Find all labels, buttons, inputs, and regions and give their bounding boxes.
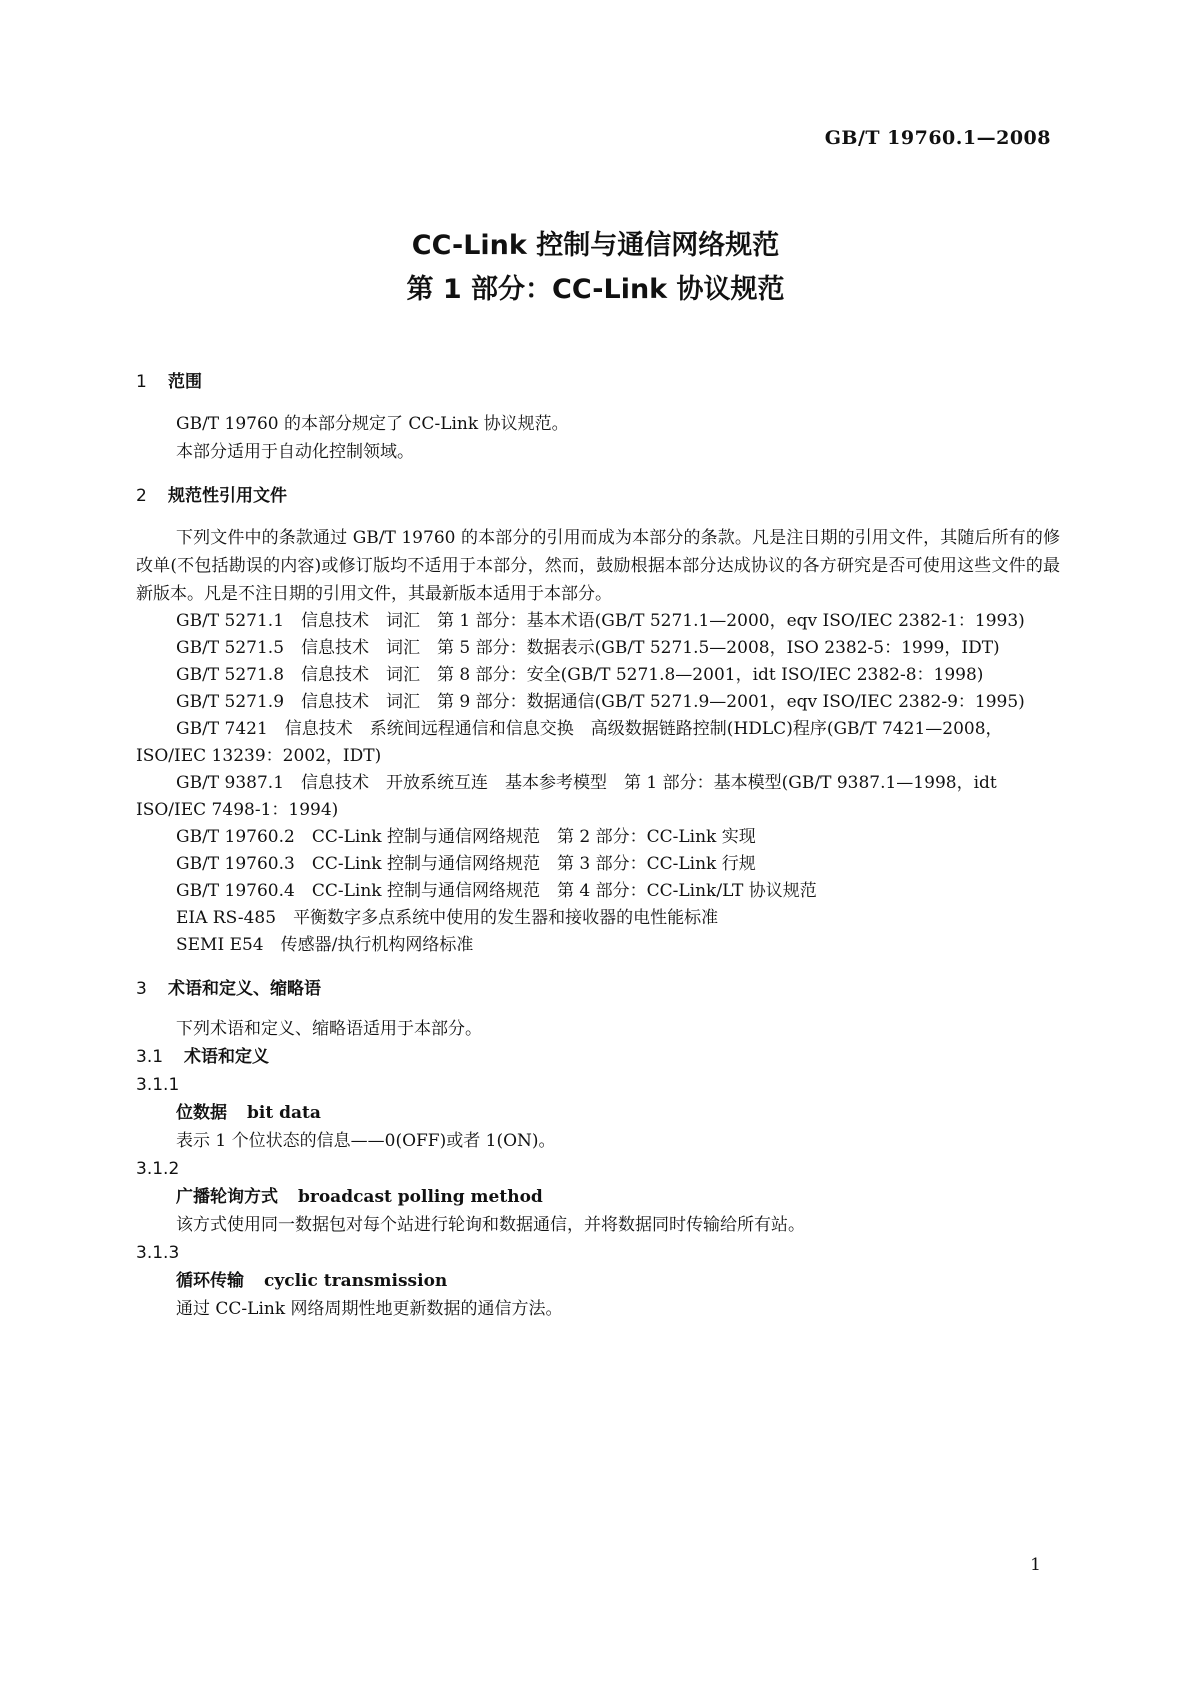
section-title: 规范性引用文件: [168, 486, 287, 506]
document-body: [136, 368, 1060, 1323]
subsection-heading: [136, 1043, 1060, 1071]
term-chinese: 广播轮询方式: [176, 1187, 278, 1207]
term-number: 3.1.3: [136, 1243, 180, 1263]
term-chinese: 位数据: [176, 1103, 227, 1123]
section-title: 范围: [168, 372, 202, 392]
term-english: cyclic transmission: [264, 1271, 448, 1291]
paragraph: 下列文件中的条款通过 GB/T 19760 的本部分的引用而成为本部分的条款。凡是注日期的引用文件，其随后所有的修改单(不包括勘误的内容)或修订版均不适用于本部分，然而，鼓励根据本部分达成协议的各方研究是否可使用这些文件的最新版本。凡是不注日期的引用文件，其最新版本适用于本部分。: [136, 528, 1060, 604]
document-title: [0, 224, 1191, 312]
term-english: broadcast polling method: [298, 1187, 543, 1207]
section-title: 术语和定义、缩略语: [168, 979, 321, 999]
reference-item: EIA RS-485 平衡数字多点系统中使用的发生器和接收器的电性能标准: [176, 908, 719, 928]
reference-item: GB/T 19760.4 CC-Link 控制与通信网络规范 第 4 部分：CC-Link/LT 协议规范: [176, 881, 817, 901]
reference-item: SEMI E54 传感器/执行机构网络标准: [176, 935, 474, 955]
section-number: 1: [136, 372, 147, 392]
reference-item: GB/T 9387.1 信息技术 开放系统互连 基本参考模型 第 1 部分：基本模型(GB/T 9387.1—1998，idt ISO/IEC 7498-1：1994): [136, 773, 997, 820]
paragraph: 下列术语和定义、缩略语适用于本部分。: [176, 1019, 482, 1039]
reference-item: GB/T 5271.9 信息技术 词汇 第 9 部分：数据通信(GB/T 5271.9—2001，eqv ISO/IEC 2382-9：1995): [176, 692, 1025, 712]
term-definition: 通过 CC-Link 网络周期性地更新数据的通信方法。: [176, 1299, 563, 1319]
standard-code: GB/T 19760.1—2008: [824, 127, 1051, 149]
paragraph: 本部分适用于自动化控制领域。: [176, 442, 414, 462]
term-definition: 该方式使用同一数据包对每个站进行轮询和数据通信，并将数据同时传输给所有站。: [176, 1215, 805, 1235]
subsection-number: 3.1: [136, 1047, 164, 1067]
title-line-1: CC-Link 控制与通信网络规范: [411, 230, 780, 261]
reference-item: GB/T 7421 信息技术 系统间远程通信和信息交换 高级数据链路控制(HDLC)程序(GB/T 7421—2008，ISO/IEC 13239：2002，IDT): [136, 719, 1003, 766]
term-number: 3.1.1: [136, 1075, 180, 1095]
reference-item: GB/T 19760.3 CC-Link 控制与通信网络规范 第 3 部分：CC-Link 行规: [176, 854, 756, 874]
term-entry: [136, 1099, 1060, 1127]
section-2-heading: [136, 482, 1060, 510]
term-definition: 表示 1 个位状态的信息——0(OFF)或者 1(ON)。: [176, 1131, 556, 1151]
reference-item: GB/T 5271.5 信息技术 词汇 第 5 部分：数据表示(GB/T 5271.5—2008，ISO 2382-5：1999，IDT): [176, 638, 1000, 658]
paragraph: GB/T 19760 的本部分规定了 CC-Link 协议规范。: [176, 414, 569, 434]
reference-item: GB/T 5271.8 信息技术 词汇 第 8 部分：安全(GB/T 5271.8—2001，idt ISO/IEC 2382-8：1998): [176, 665, 984, 685]
section-3-heading: [136, 975, 1060, 1003]
term-chinese: 循环传输: [176, 1271, 244, 1291]
term-entry: [136, 1183, 1060, 1211]
page-number: 1: [1030, 1555, 1041, 1575]
section-1-heading: [136, 368, 1060, 396]
reference-item: GB/T 19760.2 CC-Link 控制与通信网络规范 第 2 部分：CC-Link 实现: [176, 827, 756, 847]
section-number: 2: [136, 486, 147, 506]
reference-item: GB/T 5271.1 信息技术 词汇 第 1 部分：基本术语(GB/T 5271.1—2000，eqv ISO/IEC 2382-1：1993): [176, 611, 1025, 631]
term-number: 3.1.2: [136, 1159, 180, 1179]
section-number: 3: [136, 979, 147, 999]
term-entry: [136, 1267, 1060, 1295]
title-line-2: 第 1 部分：CC-Link 协议规范: [406, 274, 785, 305]
term-english: bit data: [247, 1103, 321, 1123]
subsection-title: 术语和定义: [184, 1047, 269, 1067]
